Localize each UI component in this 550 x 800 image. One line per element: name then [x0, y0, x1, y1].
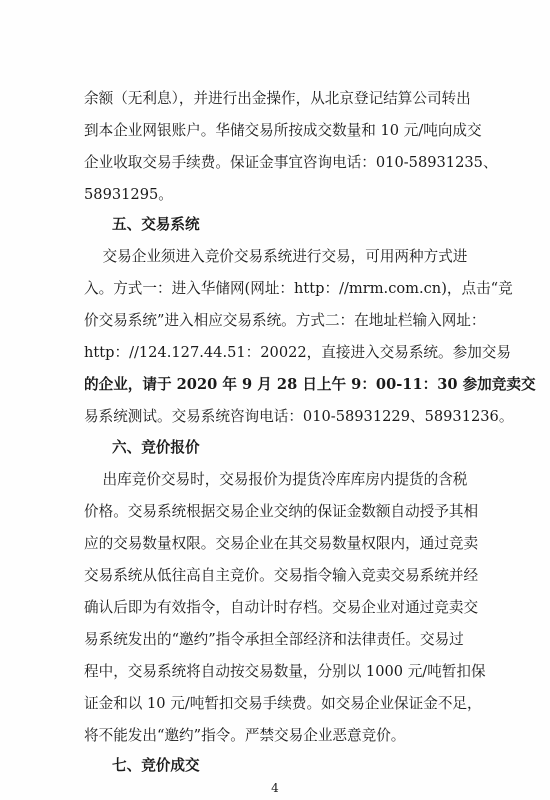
text-line: 程中，交易系统将自动按交易数量，分别以 1000 元/吨暂扣保 [84, 663, 486, 680]
text-line: 余额（无利息），并进行出金操作，从北京登记结算公司转出 [84, 90, 471, 107]
text-line: 价交易系统”进入相应交易系统。方式二：在地址栏输入网址： [84, 312, 486, 329]
section-heading: 五、交易系统 [112, 216, 200, 233]
section-heading: 七、竞价成交 [112, 757, 200, 774]
text-line: 交易企业须进入竞价交易系统进行交易，可用两种方式进 [84, 248, 468, 265]
section-heading: 六、竞价报价 [112, 439, 200, 456]
text-line: 易系统发出的“邀约”指令承担全部经济和法律责任。交易过 [84, 631, 464, 648]
text-line: 确认后即为有效指令，自动计时存档。交易企业对通过竞卖交 [84, 599, 479, 616]
text-line: 价格。交易系统根据交易企业交纳的保证金数额自动授予其相 [84, 503, 479, 520]
text-line: 入。方式一：进入华储网(网址：http：//mrm.com.cn)，点击“竞 [84, 280, 513, 297]
text-line: 58931295。 [84, 186, 173, 203]
text-line: http：//124.127.44.51：20022，直接进入交易系统。参加交易 [84, 344, 511, 361]
text-line: 企业收取交易手续费。保证金事宜咨询电话：010-58931235、 [84, 154, 498, 171]
text-line: 出库竞价交易时，交易报价为提货冷库库房内提货的含税 [84, 471, 468, 488]
text-line: 的企业，请于 2020 年 9 月 28 日上午 9：00-11：30 参加竞卖交 [84, 376, 536, 393]
text-line: 交易系统从低往高自主竞价。交易指令输入竞卖交易系统并经 [84, 567, 479, 584]
text-line: 易系统测试。交易系统咨询电话：010-58931229、58931236。 [84, 408, 514, 425]
text-line: 应的交易数量权限。交易企业在其交易数量权限内，通过竞卖 [84, 535, 479, 552]
text-line: 证金和以 10 元/吨暂扣交易手续费。如交易企业保证金不足， [84, 695, 482, 712]
text-line: 到本企业网银账户。华储交易所按成交数量和 10 元/吨向成交 [84, 122, 482, 139]
text-line: 将不能发出“邀约”指令。严禁交易企业恶意竞价。 [84, 727, 406, 744]
page-number: 4 [271, 781, 279, 795]
